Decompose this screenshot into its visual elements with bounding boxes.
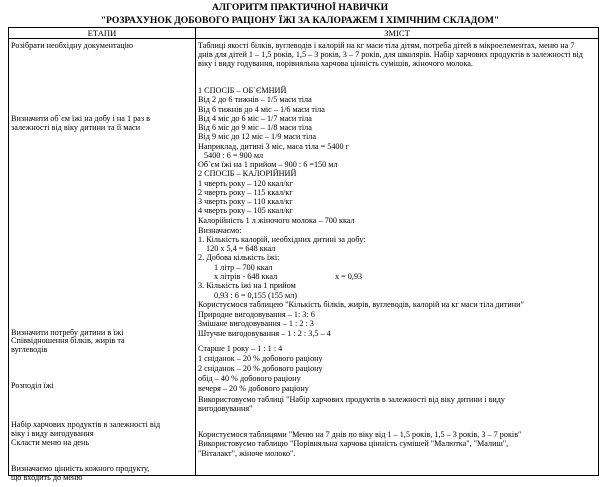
step-2-b: х літрів - 648 ккал — [214, 272, 278, 281]
ratio-mixed: Змішане вигодовування – 1 : 2 : 3 — [198, 319, 314, 328]
step-2-a: 1 літр – 700 ккал — [214, 263, 273, 272]
milk-calories: Калорійність 1 л жіночого молока – 700 ккал — [198, 216, 355, 225]
meal-dinner: вечеря – 20 % добового раціону — [198, 384, 309, 393]
stage-menu: Скласти меню на день — [11, 438, 90, 447]
stages-column — [9, 39, 196, 482]
stage-value-line2: що входить до меню — [11, 473, 83, 482]
step-2-result: х = 0,93 — [335, 272, 363, 281]
example-line2: 5400 : 6 = 900 мл — [204, 151, 264, 160]
header-content: ЗМІСТ — [196, 28, 599, 39]
ratio-natural: Природне вигодовування – 1: 3: 6 — [198, 310, 315, 319]
step-3-value: 0,93 : 6 = 0,155 (155 мл) — [214, 291, 298, 300]
table-header-row — [9, 28, 599, 39]
step-1: 1. Кількість калорій, необхідних дитині за добу: — [198, 235, 366, 244]
example-line3: Об`єм їжі на 1 прийом – 900 : 6 =150 мл — [198, 160, 338, 169]
quarter-3: 3 чверть року – 110 ккал/кг — [198, 197, 293, 206]
content-column — [196, 39, 599, 476]
quarter-1: 1 чверть року – 120 ккал/кг — [198, 179, 293, 188]
volume-rule-2-6-weeks: Від 2 до 6 тижнів – 1/5 маси тіла — [198, 95, 312, 104]
table-body-row — [9, 39, 599, 476]
ratio-artificial: Штучне вигодовування – 1 : 2 : 3,5 – 4 — [198, 329, 331, 338]
products-table-ref-line2: вигодовування" — [198, 404, 253, 413]
stage-ratio-line2: вуглеводів — [11, 345, 48, 354]
meal-breakfast-2: 2 сніданок – 20 % добового раціону — [198, 364, 323, 373]
products-table-ref-line1: Використовуємо таблиці "Набір харчових продуктів в залежності від віку дитини і виду — [198, 395, 506, 404]
stage-volume-line1: Визначити об`єм їжі на добу і на 1 раз в — [11, 114, 150, 123]
volume-rule-4-6m: Від 4 міс до 6 міс – 1/7 маси тіла — [198, 114, 312, 123]
formula-table-ref-line1: Використовуємо таблицю "Порівняльна харчова цінність сумішей "Малютка", "Малиш", — [198, 439, 509, 448]
step-2: 2. Добова кількість їжі: — [198, 253, 280, 262]
volume-rule-9-12m: Від 9 міс до 12 міс – 1/9 маси тіла — [198, 132, 316, 141]
volume-rule-6w-4m: Від 6 тижнів до 4 міс – 1/6 маси тіла — [198, 105, 325, 114]
stage-ratio-line1: Співвідношення білків, жирів та — [11, 336, 125, 345]
quarter-4: 4 чверть року – 105 ккал/кг — [198, 206, 293, 215]
quarter-2: 2 чверть року – 115 ккал/кг — [198, 188, 293, 197]
menu-table-ref: Користуємося таблицями "Меню на 7 днів по віку від 1 – 1,5 років, 1,5 – 3 років, 3 – 7 років" — [198, 430, 522, 439]
stage-products-line2: віку і виду вигодування — [11, 429, 94, 438]
determine-heading: Визначаємо: — [198, 226, 242, 235]
volume-rule-6-9m: Від 6 міс до 9 міс – 1/8 маси тіла — [198, 123, 312, 132]
stage-need: Визначити потребу дитини в їжі — [11, 328, 124, 337]
stage-volume-line2: залежності від віку дитини та її маси — [11, 123, 141, 132]
ratio-table-ref: Користуємося таблицею "Кількість білків, жирів, вуглеводів, калорій на кг маси тіла дитини" — [198, 300, 524, 309]
stage-distribution: Розподіл їжі — [11, 381, 54, 390]
example-line1: Наприклад, дитині 3 міс, маса тіла = 5400 г — [198, 142, 350, 151]
ratio-over-1-year: Старше 1 року – 1 : 1 : 4 — [198, 344, 283, 353]
header-stages: ЕТАПИ — [9, 28, 196, 39]
document-title: АЛГОРИТМ ПРАКТИЧНОЇ НАВИЧКИ — [211, 2, 389, 13]
formula-table-ref-line2: "Віталакт", жіноче молоко". — [198, 449, 296, 458]
method-caloric: 2 СПОСІБ – КАЛОРІЙНИЙ — [198, 169, 297, 178]
stage-docs: Розібрати необхідну документацію — [11, 41, 134, 50]
algorithm-table — [8, 27, 599, 482]
meal-breakfast-1: 1 сніданок – 20 % добового раціону — [198, 354, 323, 363]
method-volumetric: 1 СПОСІБ – ОБ`ЄМНИЙ — [198, 86, 287, 95]
step-1-value: 120 х 5,4 = 648 ккал — [206, 244, 276, 253]
step-3: 3. Кількість їжі на 1 прийом — [198, 281, 296, 290]
document-subtitle: "РОЗРАХУНОК ДОБОВОГО РАЦІОНУ ЇЖІ ЗА КАЛОРАЖЕМ І ХІМІЧНИМ СКЛАДОМ" — [100, 15, 500, 26]
meal-lunch: обід – 40 % добового раціону — [198, 374, 301, 383]
content-docs: Таблиці якості білків, вуглеводів і калорій на кг маси тіла дітям, потреба дітей в мікроелементах, меню на 7 днів для дітей 1 – 1,5 років, 1,5 – 3 років, 3 – 7 років, для школярів. Набір харчових продуктів в залежності від віку і виду годування, порівняльна харчова цінність сумішів, жіночого молока. — [198, 41, 583, 69]
stage-value-line1: Визначаємо цінність кожного продукту, — [11, 464, 150, 473]
stage-products-line1: Набір харчових продуктів в залежності від — [11, 420, 161, 429]
